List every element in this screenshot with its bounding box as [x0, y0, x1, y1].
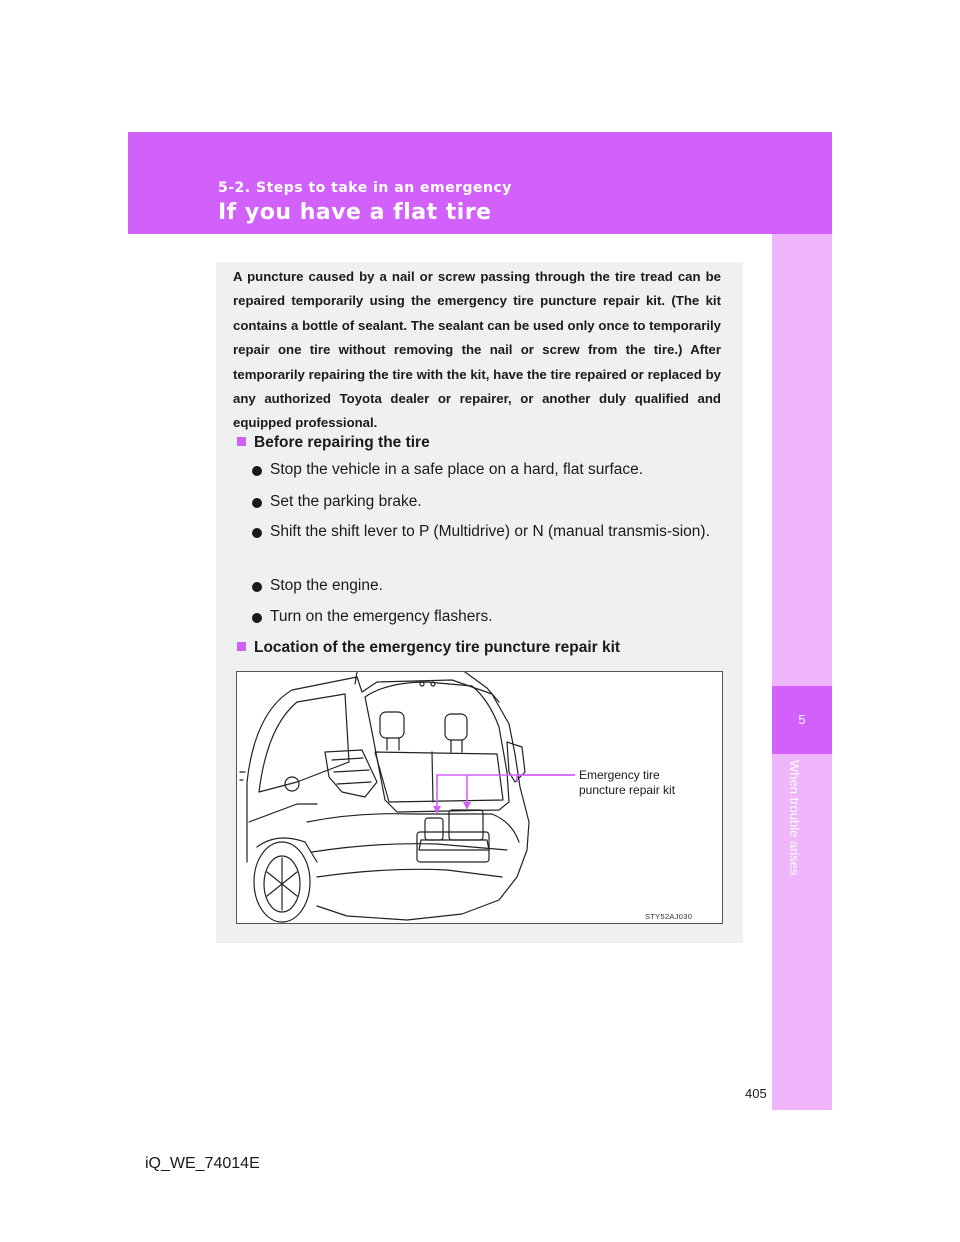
chapter-title: When trouble arises: [787, 760, 802, 876]
bullet-icon: [252, 528, 262, 538]
document-code: iQ_WE_74014E: [145, 1155, 260, 1172]
chapter-number: 5: [798, 712, 806, 727]
section-label: 5-2. Steps to take in an emergency: [218, 180, 512, 196]
figure-code: STY52AJ030: [645, 912, 693, 921]
section-heading-before-repair: [237, 434, 430, 452]
intro-paragraph: A puncture caused by a nail or screw passing through the tire tread can be repaired temporarily using the emergency tire puncture repair kit. (The kit contains a bottle of sealant. The sealant can be used only once to temporarily repair one tire without removing the nail or screw from the tire.) After temporarily repairing the tire with the kit, have the tire repaired or replaced by any authorized Toyota dealer or repairer, or another duly qualified and equipped professional.: [233, 269, 721, 431]
square-bullet-icon: [237, 437, 246, 446]
square-bullet-icon: [237, 642, 246, 651]
page-number: 405: [745, 1086, 767, 1101]
chapter-side-tab[interactable]: [772, 234, 832, 1110]
list-item: Set the parking brake.: [252, 489, 722, 515]
bullet-icon: [252, 466, 262, 476]
list-item: Stop the engine.: [252, 573, 722, 599]
section-heading-text: Before repairing the tire: [254, 434, 430, 451]
car-illustration: [236, 671, 723, 924]
list-item: Shift the shift lever to P (Multidrive) or N (manual transmis-sion).: [252, 519, 722, 545]
bullet-icon: [252, 498, 262, 508]
callout-line-2: puncture repair kit: [579, 782, 676, 797]
section-heading-kit-location: [237, 639, 620, 657]
bullet-icon: [252, 582, 262, 592]
list-item: Stop the vehicle in a safe place on a hard, flat surface.: [252, 457, 722, 483]
bullet-icon: [252, 613, 262, 623]
kit-callout: [579, 768, 675, 797]
page-title: If you have a flat tire: [218, 200, 492, 225]
section-heading-text: Location of the emergency tire puncture repair kit: [254, 639, 621, 656]
callout-line-1: Emergency tire: [579, 768, 660, 782]
callout-leader-lines: [237, 672, 723, 924]
list-item: Turn on the emergency flashers.: [252, 604, 722, 630]
